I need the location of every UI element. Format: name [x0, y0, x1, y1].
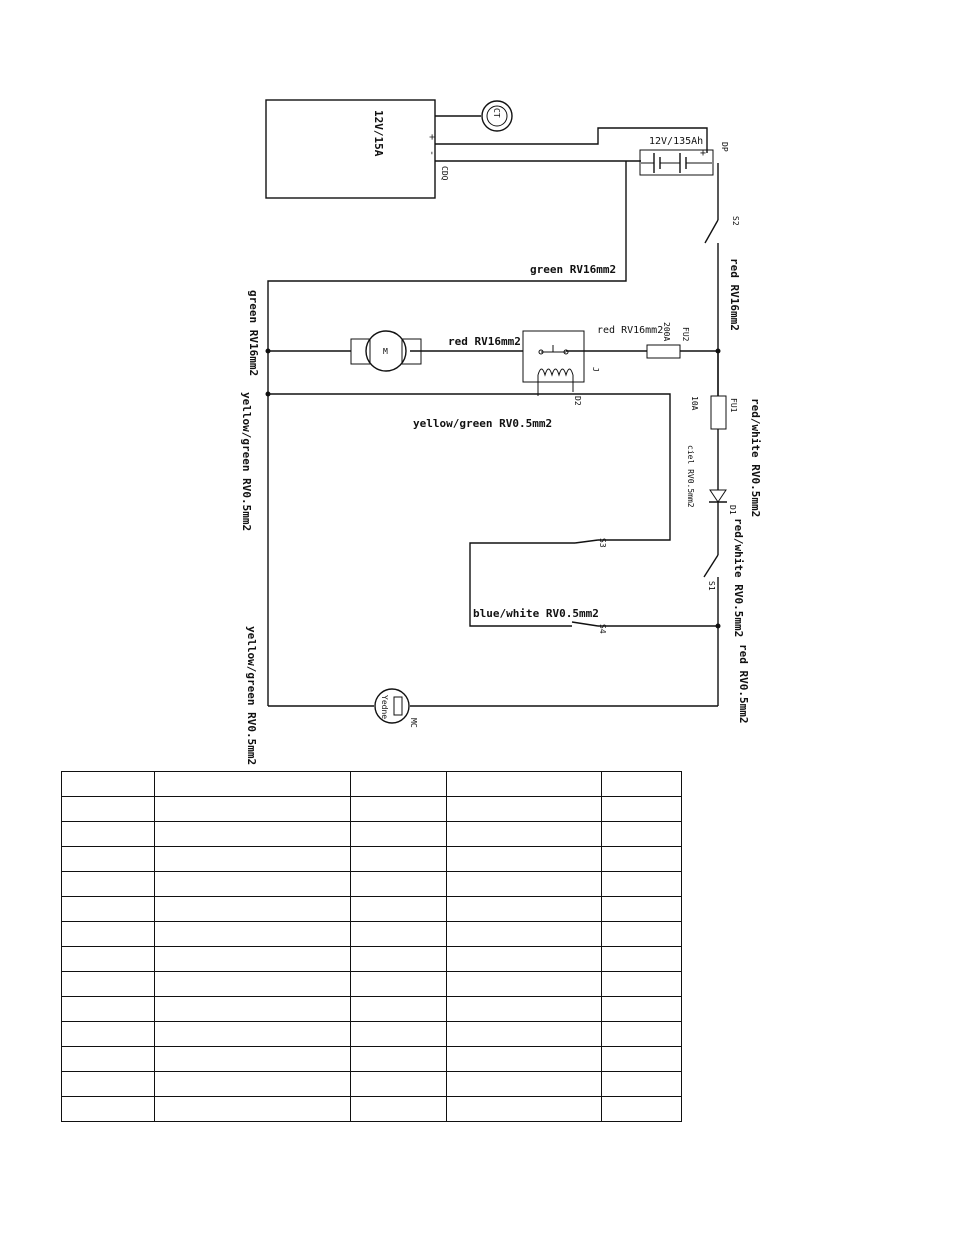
wire-label-diode: ciel RV0.5mm2 [686, 445, 695, 508]
table-cell [351, 1022, 447, 1047]
table-cell [155, 972, 351, 997]
table-cell [351, 897, 447, 922]
table-cell [62, 972, 155, 997]
table-cell [602, 972, 682, 997]
table-cell [447, 1022, 602, 1047]
motor-label: M [383, 347, 388, 356]
table-cell [447, 897, 602, 922]
table-cell [447, 1047, 602, 1072]
mc-inner: Yedne [380, 695, 389, 720]
wire-label-fuse-red: red RV16mm2 [597, 325, 664, 336]
table-cell [62, 1097, 155, 1122]
wire-label-top-green: green RV16mm2 [530, 263, 617, 276]
main-fuse-fu2 [647, 345, 680, 358]
table-cell [602, 797, 682, 822]
mc-code: MC [409, 718, 418, 728]
table-cell [351, 822, 447, 847]
table-cell [351, 947, 447, 972]
table-cell [62, 822, 155, 847]
table-cell [155, 947, 351, 972]
table-row [62, 1097, 682, 1122]
table-cell [447, 847, 602, 872]
table-cell [155, 1072, 351, 1097]
switch-s4-blade [572, 622, 598, 626]
table-cell [155, 997, 351, 1022]
switch-s3-label: S3 [598, 538, 607, 548]
charger-box [266, 100, 435, 198]
relay-coil-icon [538, 369, 573, 375]
table-cell [447, 947, 602, 972]
table-cell [447, 1072, 602, 1097]
wire-label-left-yg-upper: yellow/green RV0.5mm2 [240, 392, 253, 532]
table-row [62, 822, 682, 847]
wire-label-right-red-lower: red RV0.5mm2 [737, 644, 750, 724]
table-cell [447, 997, 602, 1022]
table-cell [155, 897, 351, 922]
parts-table [61, 771, 682, 1122]
table-cell [447, 797, 602, 822]
table-cell [62, 797, 155, 822]
table-cell [602, 1097, 682, 1122]
table-cell [602, 772, 682, 797]
charger-code: CDQ [440, 166, 449, 181]
table-row [62, 897, 682, 922]
wire-label-relay-coil: yellow/green RV0.5mm2 [413, 417, 553, 430]
table-cell [602, 872, 682, 897]
switch-s1-blade [704, 555, 718, 577]
table-cell [62, 947, 155, 972]
ctrl-fuse-code: FU1 [729, 398, 738, 413]
table-cell [155, 1047, 351, 1072]
table-cell [602, 922, 682, 947]
table-cell [62, 872, 155, 897]
charger-plus: + [426, 134, 437, 141]
relay-code: J [591, 367, 600, 372]
table-row [62, 1047, 682, 1072]
plug-code: CT [492, 108, 501, 118]
table-cell [62, 1072, 155, 1097]
switch-s2-label: S2 [731, 216, 740, 226]
table-cell [62, 922, 155, 947]
table-cell [62, 897, 155, 922]
table-cell [155, 772, 351, 797]
table-cell [447, 822, 602, 847]
wire-label-fuse-redwhite: red/white RV0.5mm2 [749, 398, 762, 518]
table-cell [447, 772, 602, 797]
table-cell [351, 772, 447, 797]
table-cell [351, 1047, 447, 1072]
table-cell [447, 922, 602, 947]
table-cell [155, 847, 351, 872]
switch-s2-blade [705, 220, 718, 243]
battery-plus: + [700, 148, 707, 159]
table-row [62, 847, 682, 872]
main-fuse-code: FU2 [681, 327, 690, 342]
wire-label-left-yg-lower: yellow/green RV0.5mm2 [245, 626, 258, 766]
ctrl-fuse-fu1 [711, 396, 726, 429]
ctrl-fuse-rating: 10A [690, 396, 699, 411]
table-row [62, 1072, 682, 1097]
diode-code: D1 [728, 505, 737, 515]
table-cell [155, 1022, 351, 1047]
table-row [62, 772, 682, 797]
table-cell [447, 972, 602, 997]
table-row [62, 922, 682, 947]
table-cell [351, 847, 447, 872]
table-cell [351, 972, 447, 997]
table-cell [602, 997, 682, 1022]
switch-s4-label: S4 [598, 624, 607, 634]
wire-label-right-red: red RV16mm2 [728, 258, 741, 331]
table-cell [351, 922, 447, 947]
main-fuse-rating: 200A [662, 322, 671, 342]
table-cell [351, 872, 447, 897]
table-cell [602, 897, 682, 922]
table-cell [155, 922, 351, 947]
diode-d1-icon [710, 490, 726, 502]
table-cell [602, 947, 682, 972]
table-row [62, 947, 682, 972]
parts-table-body [62, 772, 682, 1122]
relay-box [523, 331, 584, 382]
charger-minus: - [426, 150, 437, 157]
table-cell [155, 1097, 351, 1122]
table-cell [62, 772, 155, 797]
table-cell [62, 1022, 155, 1047]
switch-s3-blade [575, 540, 598, 543]
battery-label: 12V/135Ah [649, 136, 704, 147]
table-cell [602, 1047, 682, 1072]
battery-code: DP [720, 142, 729, 152]
table-cell [351, 1072, 447, 1097]
table-cell [62, 847, 155, 872]
table-cell [447, 1097, 602, 1122]
wire-label-diode-redwhite: red/white RV0.5mm2 [732, 518, 745, 638]
table-row [62, 872, 682, 897]
table-cell [447, 872, 602, 897]
table-cell [602, 1022, 682, 1047]
table-cell [351, 797, 447, 822]
table-cell [155, 822, 351, 847]
charger-label: 12V/15A [372, 110, 385, 157]
table-cell [602, 847, 682, 872]
table-row [62, 1022, 682, 1047]
table-row [62, 797, 682, 822]
table-cell [62, 997, 155, 1022]
table-cell [155, 872, 351, 897]
switch-s1-label: S1 [707, 581, 716, 591]
wire-label-blue-white: blue/white RV0.5mm2 [473, 607, 599, 620]
table-cell [155, 797, 351, 822]
table-row [62, 997, 682, 1022]
wire-label-motor-red: red RV16mm2 [448, 335, 521, 348]
relay-diode-code: D2 [573, 396, 582, 406]
table-cell [62, 1047, 155, 1072]
table-row [62, 972, 682, 997]
table-cell [602, 1072, 682, 1097]
table-cell [351, 997, 447, 1022]
table-cell [351, 1097, 447, 1122]
table-cell [602, 822, 682, 847]
wire-label-left-green: green RV16mm2 [247, 290, 260, 377]
